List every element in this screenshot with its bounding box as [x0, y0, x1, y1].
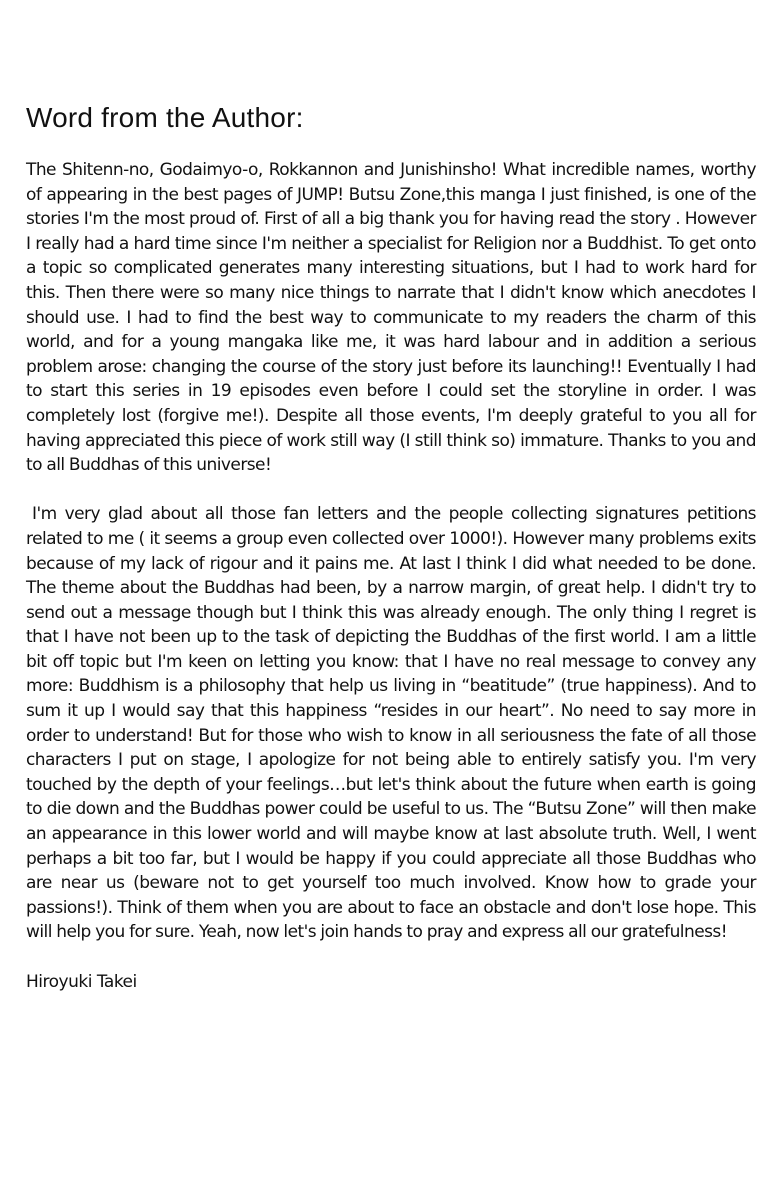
author-note-page	[26, 100, 756, 994]
paragraph-gap	[26, 478, 756, 503]
page-title: Word from the Author:	[26, 102, 304, 133]
paragraph-gap	[26, 945, 756, 970]
author-signature: Hiroyuki Takei	[26, 971, 137, 992]
paragraph-2: I'm very glad about all those fan letters and the people collecting signatures petitions related to me ( it seems a group even collected over 1000!). However many problems exits because of my lack of rigour and it pains me. At last I think I did what needed to be done. The theme about the Buddhas had been, by a narrow margin, of great help. I didn't try to send out a message though but I think this was already enough. The only thing I regret is that I have not been up to the task of depicting the Buddhas of the first world. I am a little bit off topic but I'm keen on letting you know: that I have no real message to convey any more: Buddhism is a philosophy that help us living in “beatitude” (true happiness). And to sum it up I would say that this happiness “resides in our heart”. No need to say more in order to understand! But for those who wish to know in all seriousness the fate of all those characters I put on stage, I apologize for not being able to entirely satisfy you. I'm very touched by the depth of your feelings…but let's think about the future when earth is going to die down and the Buddhas power could be useful to us. The “Butsu Zone” will then make an appearance in this lower world and will maybe know at last absolute truth. Well, I went perhaps a bit too far, but I would be happy if you could appreciate all those Buddhas who are near us (beware not to get yourself too much involved. Know how to grade your passions!). Think of them when you are about to face an obstacle and don't lose hope. This will help you for sure. Yeah, now let's join hands to pray and express all our gratefulness!	[26, 504, 756, 943]
paragraph-1: The Shitenn-no, Godaimyo-o, Rokkannon and Junishinsho! What incredible names, worthy of appearing in the best pages of JUMP! Butsu Zone,this manga I just finished, is one of the stories I'm the most proud of. First of all a big thank you for having read the story . However I really had a hard time since I'm neither a specialist for Religion nor a Buddhist. To get onto a topic so complicated generates many interesting situations, but I had to work hard for this. Then there were so many nice things to narrate that I didn't know which anecdotes I should use. I had to find the best way to communicate to my readers the charm of this world, and for a young mangaka like me, it was hard labour and in addition a serious problem arose: changing the course of the story just before its launching!! Eventually I had to start this series in 19 episodes even before I could set the storyline in order. I was completely lost (forgive me!). Despite all those events, I'm deeply grateful to you all for having appreciated this piece of work still way (I still think so) immature. Thanks to you and to all Buddhas of this universe!	[26, 160, 756, 476]
